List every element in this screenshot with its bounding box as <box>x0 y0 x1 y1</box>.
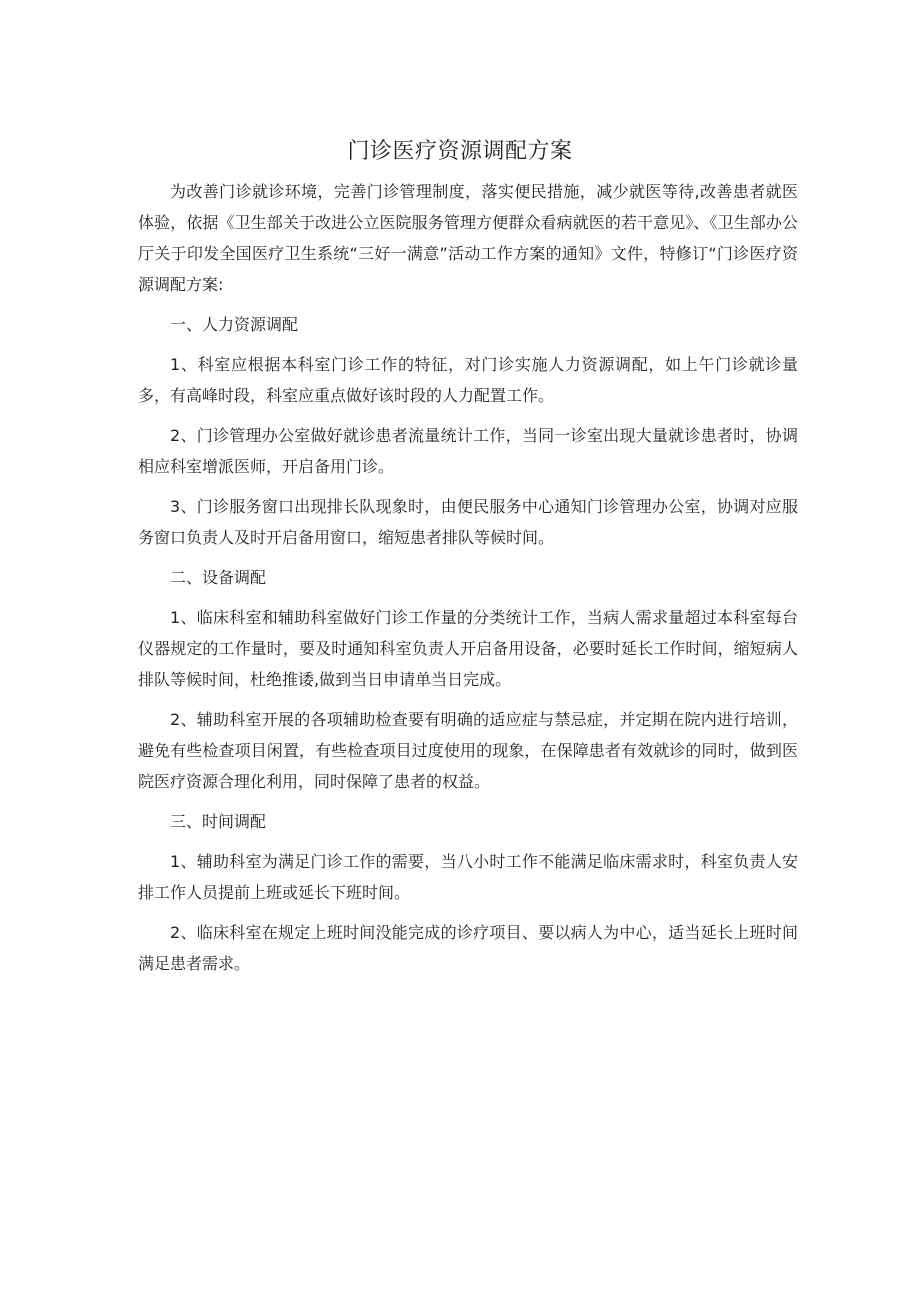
intro-paragraph: 为改善门诊就诊环境，完善门诊管理制度，落实便民措施，减少就医等待,改善患者就医体验，依据《卫生部关于改进公立医院服务管理方便群众看病就医的若干意见》、《卫生部办公厅关于印发全国医疗卫生系统“三好一满意”活动工作方案的通知》文件，特修订“门诊医疗资源调配方案: <box>138 182 798 294</box>
paragraph: 2、门诊管理办公室做好就诊患者流量统计工作，当同一诊室出现大量就诊患者时，协调相应科室增派医师，开启备用门诊。 <box>138 426 798 476</box>
document-body <box>138 176 798 988</box>
paragraph: 2、辅助科室开展的各项辅助检查要有明确的适应症与禁忌症，并定期在院内进行培训，避免有些检查项目闲置，有些检查项目过度使用的现象，在保障患者有效就诊的同时，做到医院医疗资源合理化利用，同时保障了患者的权益。 <box>138 710 798 791</box>
document-title: 门诊医疗资源调配方案 <box>347 139 573 164</box>
paragraph: 1、科室应根据本科室门诊工作的特征，对门诊实施人力资源调配，如上午门诊就诊量多，有高峰时段，科室应重点做好该时段的人力配置工作。 <box>138 355 798 405</box>
paragraph: 1、辅助科室为满足门诊工作的需要，当八小时工作不能满足临床需求时，科室负责人安排工作人员提前上班或延长下班时间。 <box>138 852 798 902</box>
section-heading-staff: 一、人力资源调配 <box>170 315 299 334</box>
section-heading-equipment: 二、设备调配 <box>170 568 267 587</box>
paragraph: 2、临床科室在规定上班时间没能完成的诊疗项目、要以病人为中心，适当延长上班时间满足患者需求。 <box>138 923 798 973</box>
section-heading-time: 三、时间调配 <box>170 812 267 831</box>
paragraph: 3、门诊服务窗口出现排长队现象时，由便民服务中心通知门诊管理办公室，协调对应服务窗口负责人及时开启备用窗口，缩短患者排队等候时间。 <box>138 497 798 547</box>
paragraph: 1、临床科室和辅助科室做好门诊工作量的分类统计工作，当病人需求量超过本科室每台仪器规定的工作量时，要及时通知科室负责人开启备用设备，必要时延长工作时间，缩短病人排队等候时间，杜绝推诿,做到当日申请单当日完成。 <box>138 608 798 689</box>
